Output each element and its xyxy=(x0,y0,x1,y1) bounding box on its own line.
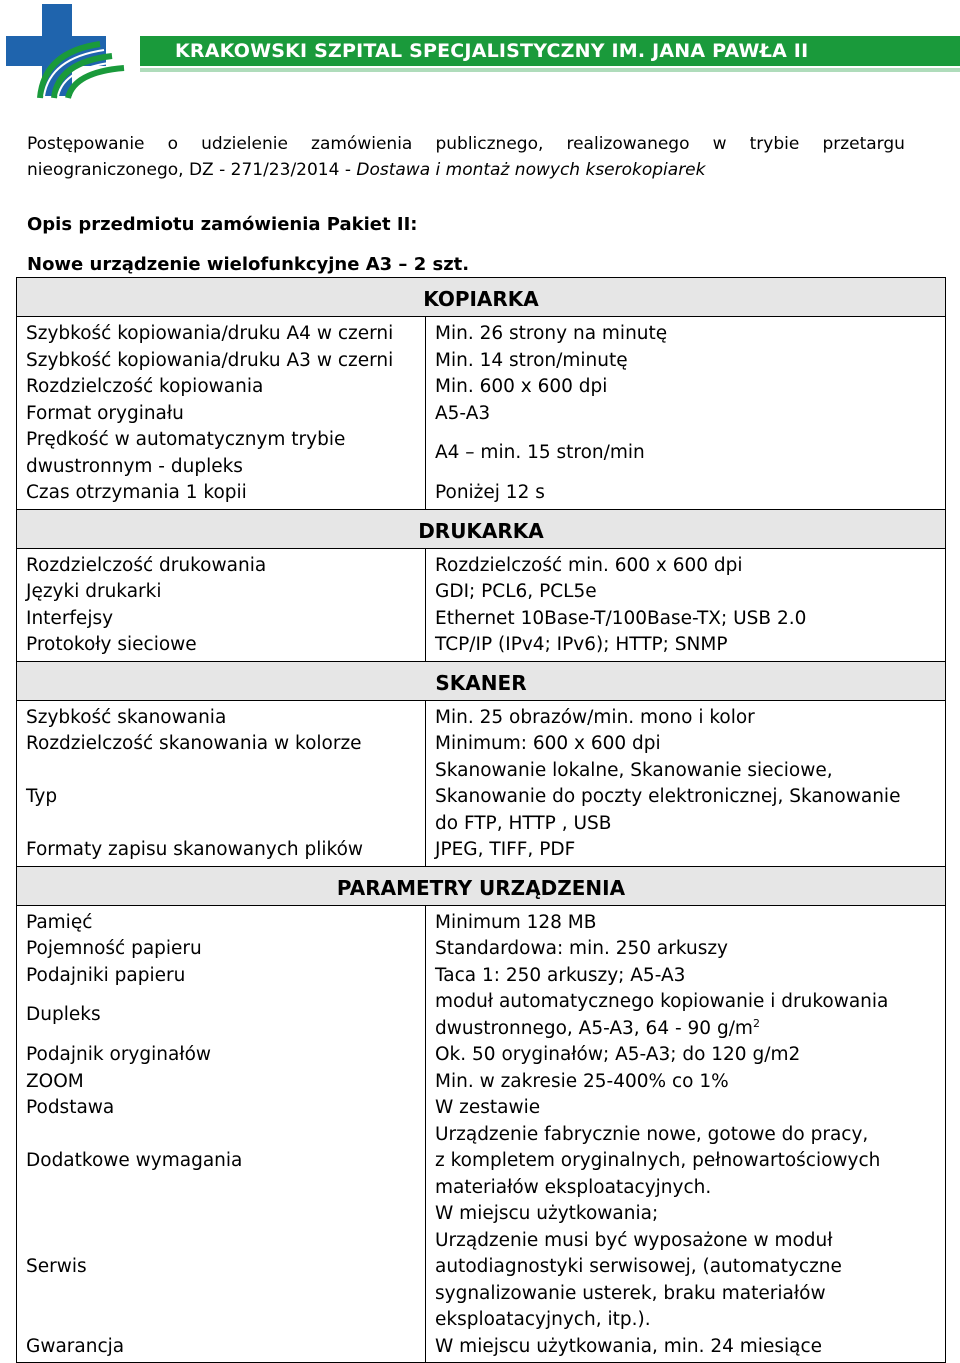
spec-value xyxy=(426,579,946,606)
spec-row xyxy=(17,632,946,661)
spec-value-text: A4 – min. 15 stron/min xyxy=(435,442,645,464)
spec-value-text: Ethernet 10Base-T/100Base-TX; USB 2.0 xyxy=(435,607,807,629)
spec-label-line: Rozdzielczość skanowania w kolorze xyxy=(26,733,362,754)
spec-row xyxy=(17,317,946,348)
intro-word: Postępowanie xyxy=(27,134,145,154)
spec-value-text: Min. 600 x 600 dpi xyxy=(435,376,608,397)
spec-label xyxy=(17,1122,426,1202)
spec-value-text: Poniżej 12 s xyxy=(435,482,545,503)
header-banner-stripe xyxy=(140,68,960,72)
spec-label-line: Czas otrzymania 1 kopii xyxy=(26,482,247,503)
section-title: SKANER xyxy=(17,661,946,700)
spec-label xyxy=(17,548,426,579)
spec-value xyxy=(426,317,946,348)
spec-value xyxy=(426,1334,946,1363)
intro-word: trybie xyxy=(749,134,800,154)
spec-label-line: Dupleks xyxy=(26,1004,101,1026)
spec-label-line: Podajnik oryginałów xyxy=(26,1044,212,1065)
spec-row xyxy=(17,700,946,731)
spec-value xyxy=(426,963,946,990)
spec-value-line xyxy=(435,440,945,467)
spec-label-line: Szybkość kopiowania/druku A3 w czerni xyxy=(26,349,394,371)
intro-line-2-plain: nieograniczonego, DZ - 271/23/2014 - xyxy=(27,160,357,180)
section-title: PARAMETRY URZĄDZENIA xyxy=(17,866,946,905)
spec-value-text: Minimum: 600 x 600 dpi xyxy=(435,733,661,754)
spec-row xyxy=(17,1095,946,1122)
intro-word: zamówienia xyxy=(311,134,413,154)
spec-value xyxy=(426,989,946,1042)
spec-value-text: eksploatacyjnych, itp.). xyxy=(435,1309,651,1330)
spec-value-line xyxy=(435,705,945,732)
spec-row xyxy=(17,548,946,579)
intro-paragraph xyxy=(27,131,905,183)
spec-value-line xyxy=(435,632,945,659)
spec-table xyxy=(16,277,946,1363)
spec-row xyxy=(17,427,946,480)
section-header-parametry-urzadzenia xyxy=(17,866,946,905)
intro-word: w xyxy=(712,134,727,154)
spec-value-text: Ok. 50 oryginałów; A5-A3; do 120 g/m2 xyxy=(435,1044,801,1065)
spec-value-line xyxy=(435,1175,945,1202)
spec-value-line xyxy=(435,1016,945,1043)
intro-word: publicznego, xyxy=(435,134,544,154)
spec-label-line: Szybkość skanowania xyxy=(26,706,227,728)
spec-row xyxy=(17,837,946,866)
spec-label xyxy=(17,758,426,838)
spec-value-text: Min. 26 strony na minutę xyxy=(435,323,668,344)
section-header-drukarka xyxy=(17,509,946,548)
spec-row xyxy=(17,989,946,1042)
spec-row xyxy=(17,905,946,936)
spec-label xyxy=(17,963,426,990)
spec-label xyxy=(17,1201,426,1334)
spec-value-text: z kompletem oryginalnych, pełnowartościowych xyxy=(435,1150,881,1171)
spec-value-text: Taca 1: 250 arkuszy; A5-A3 xyxy=(435,964,686,986)
spec-label-line: Typ xyxy=(26,786,58,807)
spec-value-line xyxy=(435,606,945,633)
spec-value xyxy=(426,374,946,401)
spec-value-line xyxy=(435,758,945,785)
spec-row xyxy=(17,374,946,401)
spec-value-text: Minimum 128 MB xyxy=(435,911,597,933)
spec-row xyxy=(17,401,946,428)
spec-label-line: Format oryginału xyxy=(26,402,184,424)
spec-value-line xyxy=(435,401,945,428)
spec-value-text: A5-A3 xyxy=(435,402,491,424)
spec-value-text: GDI; PCL6, PCL5e xyxy=(435,581,597,602)
spec-value-line xyxy=(435,1254,945,1281)
spec-label-line: Podajniki papieru xyxy=(26,964,186,986)
spec-label-line: Pojemność papieru xyxy=(26,938,202,959)
spec-value xyxy=(426,700,946,731)
spec-value xyxy=(426,1069,946,1096)
spec-label-line: Serwis xyxy=(26,1256,87,1277)
intro-line-1 xyxy=(27,131,905,157)
spec-value-line xyxy=(435,348,945,375)
spec-value-text: do FTP, HTTP , USB xyxy=(435,812,612,834)
heading-nowe: Nowe urządzenie wielofunkcyjne A3 – 2 szt. xyxy=(27,254,470,275)
spec-value xyxy=(426,632,946,661)
spec-label xyxy=(17,348,426,375)
intro-word: przetargu xyxy=(822,134,905,154)
spec-value-text: moduł automatycznego kopiowanie i drukowania xyxy=(435,991,889,1012)
spec-row xyxy=(17,758,946,838)
spec-value-line xyxy=(435,579,945,606)
spec-row xyxy=(17,480,946,509)
spec-label xyxy=(17,837,426,866)
spec-value-line xyxy=(435,1122,945,1149)
spec-label xyxy=(17,317,426,348)
spec-label-line: Szybkość kopiowania/druku A4 w czerni xyxy=(26,323,394,344)
spec-label-line: dwustronnym - dupleks xyxy=(26,455,243,477)
hospital-cross-logo-icon xyxy=(0,0,140,100)
spec-label-line: Rozdzielczość drukowania xyxy=(26,554,267,576)
heading-opis: Opis przedmiotu zamówienia Pakiet II: xyxy=(27,214,418,235)
spec-label xyxy=(17,1334,426,1363)
intro-word: o xyxy=(167,134,179,154)
spec-label-line: Pamięć xyxy=(26,911,93,933)
spec-row xyxy=(17,606,946,633)
spec-value xyxy=(426,758,946,838)
spec-row xyxy=(17,1122,946,1202)
spec-row xyxy=(17,1069,946,1096)
spec-label xyxy=(17,731,426,758)
spec-value-text: Urządzenie musi być wyposażone w moduł xyxy=(435,1229,833,1251)
spec-value-line xyxy=(435,321,945,348)
spec-value-line xyxy=(435,374,945,401)
spec-value-line xyxy=(435,1228,945,1255)
spec-value-text: Min. w zakresie 25-400% co 1% xyxy=(435,1070,729,1092)
spec-row xyxy=(17,348,946,375)
spec-value-line xyxy=(435,1069,945,1096)
spec-row xyxy=(17,963,946,990)
spec-label-line: Dodatkowe wymagania xyxy=(26,1150,243,1171)
spec-value xyxy=(426,401,946,428)
spec-row xyxy=(17,1334,946,1363)
spec-value-text: JPEG, TIFF, PDF xyxy=(435,839,576,860)
spec-value xyxy=(426,1201,946,1334)
spec-value-text: Min. 25 obrazów/min. mono i kolor xyxy=(435,706,755,728)
spec-value-line xyxy=(435,936,945,963)
spec-label-line: Języki drukarki xyxy=(26,581,162,602)
section-header-kopiarka xyxy=(17,278,946,317)
spec-value xyxy=(426,427,946,480)
spec-value-line xyxy=(435,910,945,937)
spec-label xyxy=(17,480,426,509)
spec-label xyxy=(17,905,426,936)
spec-value-line xyxy=(435,989,945,1016)
spec-label xyxy=(17,427,426,480)
page-header xyxy=(0,0,960,100)
spec-label-line: Interfejsy xyxy=(26,607,114,629)
spec-value-text: W zestawie xyxy=(435,1097,541,1118)
spec-value-line xyxy=(435,1307,945,1334)
spec-value-line xyxy=(435,1201,945,1228)
spec-label xyxy=(17,632,426,661)
spec-value xyxy=(426,1095,946,1122)
spec-value xyxy=(426,905,946,936)
spec-label xyxy=(17,606,426,633)
spec-value-line xyxy=(435,811,945,838)
spec-value xyxy=(426,731,946,758)
spec-value-line xyxy=(435,1042,945,1069)
spec-value-line xyxy=(435,1095,945,1122)
spec-value-text: Skanowanie do poczty elektronicznej, Skanowanie xyxy=(435,786,901,807)
spec-value-text: Standardowa: min. 250 arkuszy xyxy=(435,938,729,959)
spec-value-superscript: 2 xyxy=(752,1016,760,1030)
spec-row xyxy=(17,936,946,963)
spec-label-line: Prędkość w automatycznym trybie xyxy=(26,429,346,450)
spec-value xyxy=(426,936,946,963)
spec-value-line xyxy=(435,1334,945,1361)
spec-label-line: Podstawa xyxy=(26,1097,115,1118)
spec-value-line xyxy=(435,1148,945,1175)
spec-value-text: W miejscu użytkowania; xyxy=(435,1203,659,1224)
intro-word: udzielenie xyxy=(201,134,288,154)
spec-value-text: materiałów eksploatacyjnych. xyxy=(435,1176,712,1198)
spec-value xyxy=(426,606,946,633)
spec-row xyxy=(17,731,946,758)
spec-value xyxy=(426,1122,946,1202)
spec-label xyxy=(17,700,426,731)
spec-row xyxy=(17,1201,946,1334)
spec-value-text: TCP/IP (IPv4; IPv6); HTTP; SNMP xyxy=(435,634,728,655)
spec-value-text: Rozdzielczość min. 600 x 600 dpi xyxy=(435,554,743,576)
spec-label xyxy=(17,1095,426,1122)
intro-word: realizowanego xyxy=(566,134,690,154)
spec-value-text: dwustronnego, A5-A3, 64 - 90 g/m xyxy=(435,1017,753,1039)
spec-label xyxy=(17,401,426,428)
intro-line-2-title: Dostawa i montaż nowych kserokopiarek xyxy=(356,160,706,180)
spec-value-line xyxy=(435,963,945,990)
spec-label xyxy=(17,989,426,1042)
spec-label-line: Formaty zapisu skanowanych plików xyxy=(26,839,364,860)
section-header-skaner xyxy=(17,661,946,700)
spec-label xyxy=(17,936,426,963)
spec-row xyxy=(17,1042,946,1069)
section-title: KOPIARKA xyxy=(17,278,946,317)
spec-label xyxy=(17,579,426,606)
spec-value-text: autodiagnostyki serwisowej, (automatyczne xyxy=(435,1256,842,1277)
spec-value-line xyxy=(435,1281,945,1308)
spec-row xyxy=(17,579,946,606)
spec-value-text: sygnalizowanie usterek, braku materiałów xyxy=(435,1282,826,1304)
spec-label-line: Gwarancja xyxy=(26,1335,125,1357)
spec-value xyxy=(426,1042,946,1069)
spec-value xyxy=(426,837,946,866)
spec-value-line xyxy=(435,784,945,811)
spec-label-line: Rozdzielczość kopiowania xyxy=(26,376,264,397)
spec-label xyxy=(17,1069,426,1096)
spec-value-text: Skanowanie lokalne, Skanowanie sieciowe, xyxy=(435,759,833,781)
spec-label xyxy=(17,374,426,401)
spec-value xyxy=(426,348,946,375)
spec-value-text: Urządzenie fabrycznie nowe, gotowe do pracy, xyxy=(435,1123,869,1145)
spec-value-line xyxy=(435,553,945,580)
spec-value xyxy=(426,480,946,509)
spec-label xyxy=(17,1042,426,1069)
intro-line-2 xyxy=(27,157,905,183)
spec-label-line: ZOOM xyxy=(26,1070,84,1092)
spec-value-line xyxy=(435,837,945,864)
spec-value-text: W miejscu użytkowania, min. 24 miesiące xyxy=(435,1335,822,1357)
spec-value-text: Min. 14 stron/minutę xyxy=(435,349,628,371)
section-title: DRUKARKA xyxy=(17,509,946,548)
spec-value xyxy=(426,548,946,579)
spec-label-line: Protokoły sieciowe xyxy=(26,634,197,655)
hospital-name: KRAKOWSKI SZPITAL SPECJALISTYCZNY IM. JANA PAWŁA II xyxy=(175,40,809,62)
spec-value-line xyxy=(435,731,945,758)
spec-value-line xyxy=(435,480,945,507)
